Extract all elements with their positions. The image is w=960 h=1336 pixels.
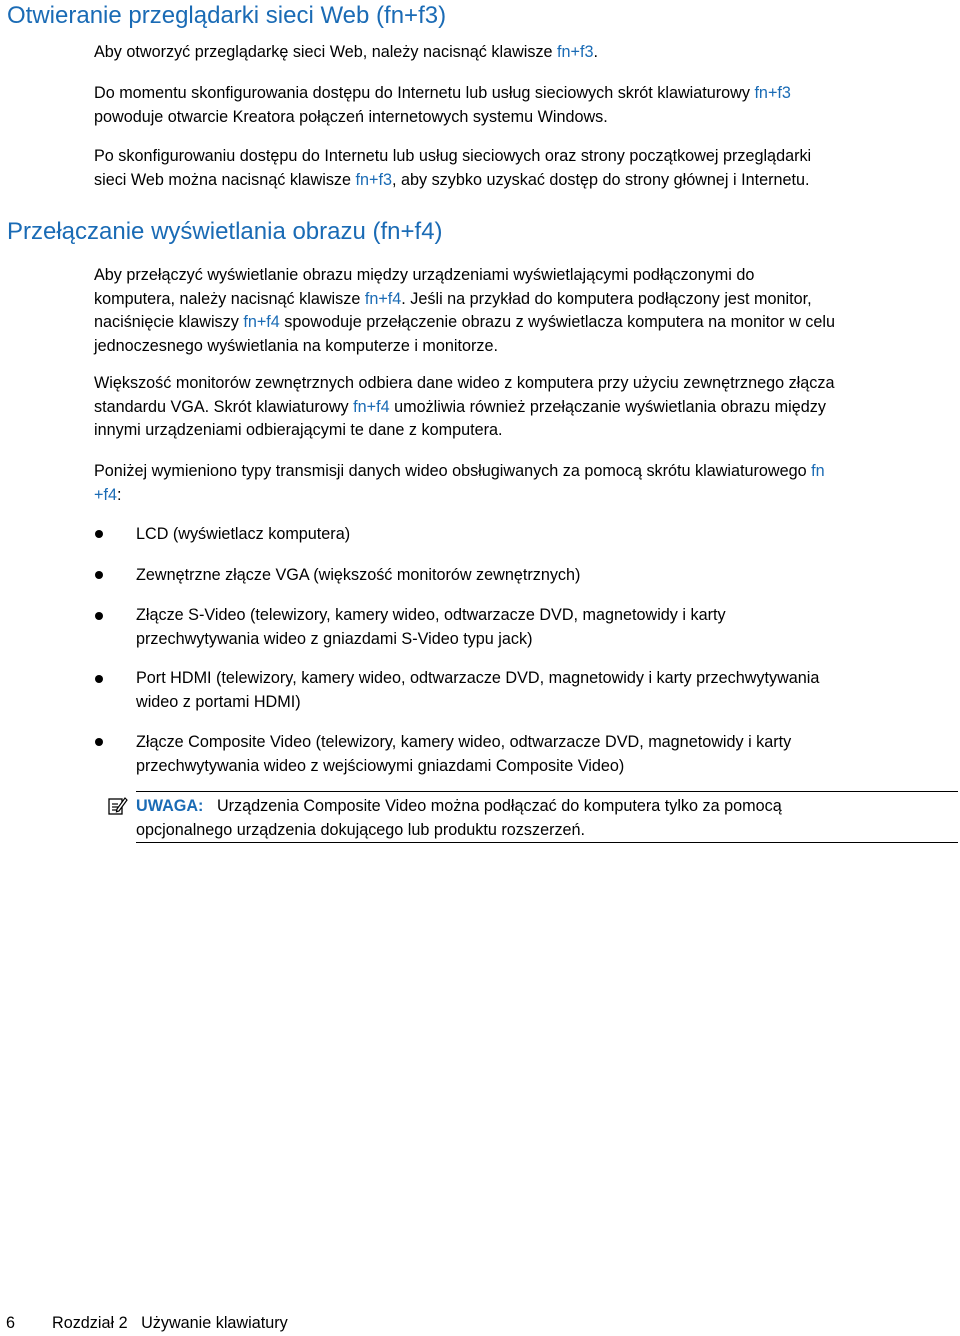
- bullet-icon: [95, 675, 103, 683]
- list-item: Zewnętrzne złącze VGA (większość monitorów zewnętrznych): [136, 566, 581, 584]
- paragraph-vga: Większość monitorów zewnętrznych odbiera dane wideo z komputera przy użyciu zewnętrznego złącza standardu VGA. Skrót klawiaturowy fn+f4 umożliwia również przełączanie wyświetlania obrazu między innymi urządzeniami odbierającymi te dane z komputera.: [94, 374, 835, 439]
- paragraph-video-types: Poniżej wymieniono typy transmisji danych wideo obsługiwanych za pomocą skrótu klawiaturowego fn +f4:: [94, 462, 825, 504]
- note-text: UWAGA: Urządzenia Composite Video można podłączać do komputera tylko za pomocą opcjonalnego urządzenia dokującego lub produktu rozszerzeń.: [136, 797, 782, 839]
- note-top-rule: [136, 791, 958, 792]
- chapter-title: Rozdział 2 Używanie klawiatury: [52, 1314, 288, 1332]
- list-item: Port HDMI (telewizory, kamery wideo, odtwarzacze DVD, magnetowidy i karty przechwytywania wideo z portami HDMI): [136, 669, 820, 711]
- bullet-icon: [95, 530, 103, 538]
- shortcut-fn-f3: fn+f3: [754, 84, 791, 102]
- shortcut-f4: +f4: [94, 485, 117, 504]
- paragraph-wizard: Do momentu skonfigurowania dostępu do Internetu lub usług sieciowych skrót klawiaturowy fn+f3 powoduje otwarcie Kreatora połączeń internetowych systemu Windows.: [94, 84, 791, 126]
- shortcut-fn: fn: [811, 462, 825, 480]
- paragraph-open-browser: Aby otworzyć przeglądarkę sieci Web, należy nacisnąć klawisze fn+f3.: [94, 43, 599, 61]
- note-label: UWAGA:: [136, 797, 204, 815]
- bullet-icon: [95, 571, 103, 579]
- bullet-icon: [95, 612, 103, 620]
- shortcut-fn-f3: fn+f3: [355, 170, 392, 189]
- list-item: Złącze Composite Video (telewizory, kamery wideo, odtwarzacze DVD, magnetowidy i karty przechwytywania wideo z wejściowymi gniazdami Composite Video): [136, 733, 792, 775]
- shortcut-fn-f3: fn+f3: [557, 43, 594, 61]
- note-pencil-icon: [108, 796, 128, 816]
- shortcut-fn-f4: fn+f4: [353, 397, 390, 416]
- bullet-icon: [95, 738, 103, 746]
- list-item: LCD (wyświetlacz komputera): [136, 525, 351, 543]
- list-item: Złącze S-Video (telewizory, kamery wideo, odtwarzacze DVD, magnetowidy i karty przechwytywania wideo z gniazdami S-Video typu jack): [136, 606, 726, 648]
- paragraph-after-config: Po skonfigurowaniu dostępu do Internetu lub usług sieciowych oraz strony początkowej przeglądarki sieci Web można nacisnąć klawisze fn+f3, aby szybko uzyskać dostęp do strony głównej i Internetu.: [94, 147, 812, 189]
- section-title-browser: Otwieranie przeglądarki sieci Web (fn+f3): [7, 2, 447, 29]
- note-bottom-rule: [136, 842, 958, 843]
- shortcut-fn-f4: fn+f4: [243, 313, 280, 331]
- paragraph-switch-display: Aby przełączyć wyświetlanie obrazu między urządzeniami wyświetlającymi podłączonymi do komputera, należy nacisnąć klawisze fn+f4. Jeśli na przykład do komputera podłączony jest monitor, naciśnięcie klawiszy fn+f4 spowoduje przełączenie obrazu z wyświetlacza komputera na monitor w celu jednoczesnego wyświetlania na komputerze i monitorze.: [94, 266, 835, 355]
- page-number: 6: [6, 1314, 16, 1332]
- shortcut-fn-f4: fn+f4: [364, 289, 402, 308]
- section-title-display: Przełączanie wyświetlania obrazu (fn+f4): [7, 218, 443, 245]
